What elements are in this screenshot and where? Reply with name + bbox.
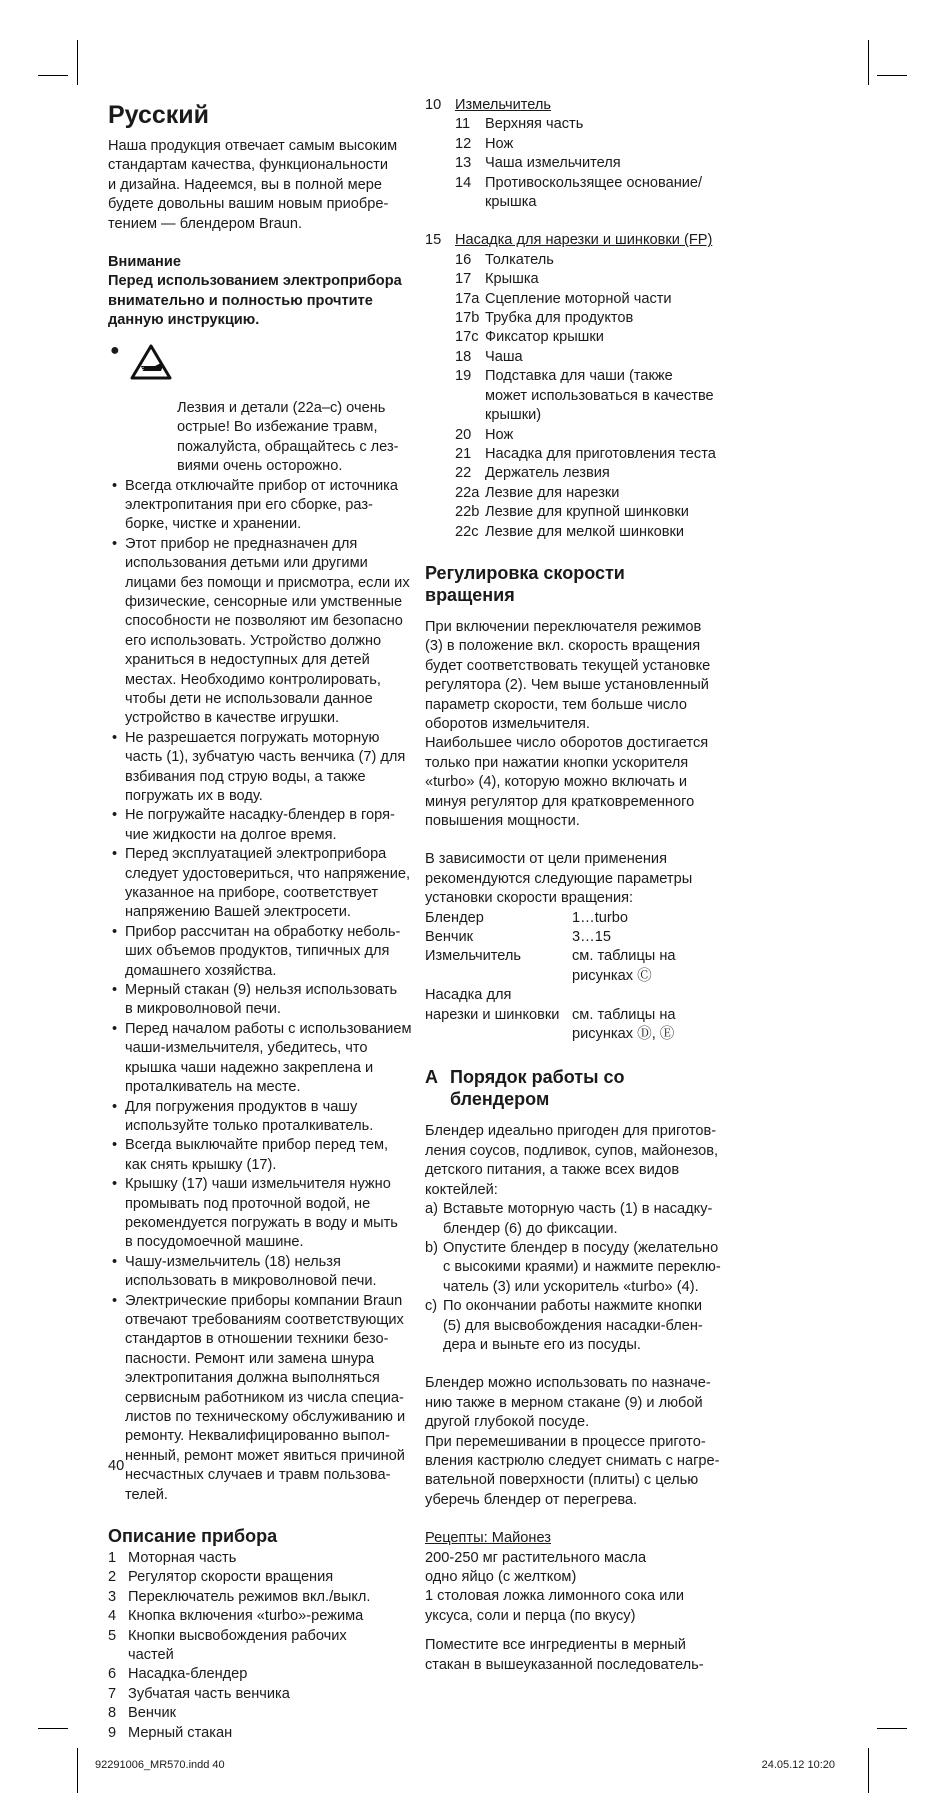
step-letter: b) (425, 1239, 438, 1256)
attention-text: Перед использованием электроприбора внимательно и полностью прочтите данную инструкцию. (108, 273, 402, 329)
step-text: Опустите блендер в посуду (желательно с высокими краями) и нажмите переклю- чатель (3) или ускоритель «turbo» (4). (443, 1239, 721, 1295)
speed-text: При включении переключателя режимов (3) в положение вкл. скорость вращения будет соответствовать текущей установке регулятора (2). Чем выше установленный параметр скорости, тем больше число оборотов измельчителя. Наибольшее число оборотов достигается только при нажатии кнопки ускорителя «turbo» (4), которую можно включать и минуя регулятор для кратковременного повышения мощности. (425, 618, 711, 829)
crop-mark (38, 1728, 68, 1729)
bullet-text: Электрические приборы компании Braun отвечают требованиям соответствующих стандартов в отношении техники безо- пасности. Ремонт или замена шнура электропитания должна выполняться сервисным работником из числа специа- листов по техническому обслуживанию и ремонту. Неквалифицированно выпол- ненный, ремонт может явиться причиной несчастных случаев и травм пользова- телей. (125, 1292, 406, 1503)
item-number: 4 (108, 1608, 117, 1625)
blender-intro: Блендер идеально пригоден для приготов- ления соусов, подливок, супов, майонезов, детского питания, а также всех видов коктейлей: (425, 1123, 719, 1198)
bullet-dot: • (112, 1098, 118, 1115)
bullet-dot: • (112, 1292, 118, 1309)
parts-group-fp: 15 Насадка для нарезки и шинковки (FP) (425, 232, 713, 249)
bullet-text: Чашу-измельчитель (18) нельзя использовать в микроволновой печи. (125, 1253, 377, 1290)
list-item (425, 1239, 845, 1297)
item-label: Лезвие для мелкой шинковки (485, 523, 685, 540)
item-label: Сцепление моторной части (485, 290, 672, 307)
blender-heading: A Порядок работы со блендером (425, 1067, 625, 1110)
list-item (108, 806, 458, 845)
list-item (108, 1020, 458, 1098)
item-number: 19 (455, 368, 472, 385)
item-number: 18 (455, 348, 472, 365)
item-label: Насадка для приготовления теста (485, 445, 716, 462)
item-label: Нож (485, 426, 514, 443)
list-item (108, 1549, 458, 1568)
list-item (425, 1200, 845, 1239)
item-number: 17a (455, 290, 480, 307)
bullet-text: Для погружения продуктов в чашу используйте только проталкиватель. (125, 1098, 374, 1134)
item-label: Держатель лезвия (485, 465, 610, 482)
footer-timestamp: 24.05.12 10:20 (761, 1759, 835, 1771)
bullet-dot: • (112, 846, 118, 863)
item-number: 22c (455, 523, 479, 540)
bullet-dot: • (112, 477, 118, 494)
list-item (108, 1627, 458, 1666)
list-item (108, 1253, 458, 1292)
bullet-dot: • (112, 1176, 118, 1193)
speed-heading: Регулировка скорости вращения (425, 562, 625, 605)
item-number: 22b (455, 504, 480, 521)
item-number: 13 (455, 155, 472, 172)
parts-list (108, 1549, 458, 1743)
item-number: 14 (455, 174, 472, 191)
setting-value: 1…turbo (572, 909, 628, 926)
item-number: 9 (108, 1724, 117, 1741)
step-text: Вставьте моторную часть (1) в насадку- блендер (6) до фиксации. (443, 1201, 713, 1237)
crop-mark (877, 1728, 907, 1729)
list-item (455, 154, 845, 173)
bullet-text: Мерный стакан (9) нельзя использовать в микроволновой печи. (125, 982, 398, 1018)
bullet-text: Всегда отключайте прибор от источника электропитания при его сборке, раз- борке, чистке и хранении. (125, 477, 398, 533)
list-item (108, 1568, 458, 1587)
bullet-text: Перед эксплуатацией электроприбора следует удостовериться, что напряжение, указанное на приборе, соответствует напряжению Вашей электросети. (125, 846, 411, 921)
page-number: 40 (108, 1458, 125, 1474)
bullet-text: Не разрешается погружать моторную часть (1), зубчатую часть венчика (7) для взбивания под струю воды, а также погружать их в воду. (125, 729, 406, 804)
list-item (455, 464, 845, 483)
setting-label: Измельчитель (425, 948, 522, 965)
bullet-dot: • (112, 1137, 118, 1154)
list-item (108, 1607, 458, 1626)
recipe-ingredients: 200-250 мг растительного масла одно яйцо (с желтком) 1 столовая ложка лимонного сока или уксуса, соли и перца (по вкусу) (425, 1549, 685, 1624)
item-label: Крышка (485, 271, 539, 288)
bullet-dot: • (112, 1253, 118, 1270)
recipe-instructions: Поместите все ингредиенты в мерный стакан в вышеуказанной последователь- (425, 1637, 704, 1673)
speed-settings-table (425, 909, 845, 1045)
step-letter: a) (425, 1201, 438, 1218)
crop-mark (38, 75, 68, 76)
bullet-dot: • (112, 807, 118, 824)
bullet-dot: • (112, 535, 118, 552)
crop-mark (868, 1748, 869, 1793)
crop-mark (877, 75, 907, 76)
list-item (108, 1292, 458, 1505)
step-letter: c) (425, 1298, 438, 1315)
item-number: 8 (108, 1705, 117, 1722)
setting-value: см. таблицы на рисунках Ⓓ, Ⓔ (572, 1006, 676, 1043)
list-item (455, 290, 845, 309)
item-label: Противоскользящее основание/ крышка (485, 174, 703, 211)
item-number: 3 (108, 1588, 117, 1605)
item-label: Верхняя часть (485, 116, 584, 133)
bullet-text: Этот прибор не предназначен для использования детьми или другими лицами без помощи и присмотра, если их физические, сенсорные или умственные способности не позволяют им безопасно его использовать. Устройство должно храниться в недоступных для детей местах. Необходимо контролировать, чтобы дети не использовали данное устройство в качестве игрушки. (125, 535, 410, 727)
item-number: 11 (455, 116, 471, 133)
bullet-dot: • (112, 729, 118, 746)
item-label: Трубка для продуктов (485, 310, 634, 327)
item-number: 7 (108, 1685, 117, 1702)
bullet-dot: • (112, 1020, 118, 1037)
item-label: Мерный стакан (128, 1724, 233, 1741)
list-item (108, 477, 458, 535)
chopper-items (455, 115, 845, 212)
list-item (455, 348, 845, 367)
item-number: 6 (108, 1666, 117, 1683)
item-label: Кнопка включения «turbo»-режима (128, 1608, 364, 1625)
speed-text-2: В зависимости от цели применения рекомендуются следующие параметры установки скорости вращения: (425, 851, 693, 907)
item-label: Венчик (128, 1705, 177, 1722)
item-label: Чаша (485, 348, 523, 365)
item-label: Переключатель режимов вкл./выкл. (128, 1588, 371, 1605)
item-number: 12 (455, 135, 472, 152)
list-item (108, 1098, 458, 1137)
item-label: Чаша измельчителя (485, 155, 621, 172)
item-label: Насадка-блендер (128, 1666, 248, 1683)
blender-steps (425, 1200, 845, 1355)
list-item (455, 367, 845, 425)
warning-bullet: ● Лезвия и детали (22a–c) очень острые! Во избежание травм, пожалуйста, обращайтесь с лез- виями очень осторожно. (110, 341, 399, 475)
item-label: Фиксатор крышки (485, 329, 604, 346)
item-number: 21 (455, 445, 472, 462)
list-item (455, 503, 845, 522)
recipe-label: Рецепты: Майонез (425, 1530, 551, 1547)
item-number: 22 (455, 465, 472, 482)
setting-label: Насадка для нарезки и шинковки (425, 987, 560, 1023)
list-item (108, 1136, 458, 1175)
item-label: Зубчатая часть венчика (128, 1685, 290, 1702)
footer-file-info: 92291006_MR570.indd 40 (95, 1759, 225, 1771)
list-item (455, 328, 845, 347)
list-item (455, 135, 845, 154)
crop-mark (77, 1748, 78, 1793)
crop-mark (77, 40, 78, 85)
item-label: Моторная часть (128, 1550, 237, 1567)
blender-text: Блендер можно использовать по назначе- нию также в мерном стакане (9) и любой другой глубокой посуде. При перемешивании в процессе пригото- вления кастрюлю следует снимать с нагре- вательной поверхности (плиты) с целью уберечь блендер от перегрева. (425, 1375, 720, 1508)
parts-group-chopper: 10 Измельчитель (425, 97, 552, 113)
fp-items (455, 251, 845, 542)
item-label: Кнопки высвобождения рабочих частей (128, 1627, 347, 1664)
bullet-text: Крышку (17) чаши измельчителя нужно промывать под проточной водой, не рекомендуется погружать в воду и мыть в посудомоечной машине. (125, 1176, 398, 1251)
list-item (455, 115, 845, 134)
step-text: По окончании работы нажмите кнопки (5) для высвобождения насадки-блен- дера и выньте его из посуды. (443, 1298, 703, 1353)
list-item (108, 1724, 458, 1743)
list-item (455, 251, 845, 270)
item-number: 17b (455, 310, 480, 327)
list-item (108, 923, 458, 981)
list-item (108, 1175, 458, 1253)
left-column (108, 137, 458, 1743)
list-item (108, 1685, 458, 1704)
list-item (108, 1588, 458, 1607)
setting-value: см. таблицы на рисунках Ⓒ (572, 948, 676, 984)
bullet-dot: • (112, 923, 118, 940)
sharp-blade-warning-icon (129, 343, 173, 381)
item-label: Регулятор скорости вращения (128, 1569, 334, 1586)
list-item (108, 729, 458, 807)
page-title: Русский (108, 101, 210, 129)
list-item (108, 535, 458, 729)
list-item (455, 523, 845, 542)
item-label: Лезвие для крупной шинковки (485, 504, 689, 521)
item-number: 5 (108, 1627, 117, 1644)
list-item (455, 445, 845, 464)
bullet-text: Перед началом работы с использованием чаши-измельчителя, убедитесь, что крышка чаши надежно закреплена и проталкиватель на месте. (125, 1020, 412, 1096)
item-number: 17c (455, 329, 479, 346)
item-number: 2 (108, 1569, 117, 1586)
item-label: Нож (485, 135, 514, 152)
list-item (108, 981, 458, 1020)
bullet-dot: • (112, 982, 118, 999)
intro-paragraph: Наша продукция отвечает самым высоким стандартам качества, функциональности и дизайна. Надеемся, вы в полной мере будете довольны вашим новым приобре- тением — блендером Braun. (108, 138, 398, 232)
right-column (425, 96, 845, 1675)
description-heading: Описание прибора (108, 1526, 278, 1547)
list-item (108, 1665, 458, 1684)
item-number: 20 (455, 426, 472, 443)
list-item (455, 270, 845, 289)
list-item (455, 309, 845, 328)
item-number: 17 (455, 271, 472, 288)
item-number: 1 (108, 1550, 117, 1567)
item-label: Толкатель (485, 251, 554, 268)
bullet-text: Не погружайте насадку-блендер в горя- чие жидкости на долгое время. (125, 807, 395, 843)
item-number: 22a (455, 484, 480, 501)
item-label: Подставка для чаши (также может использоваться в качестве крышки) (485, 368, 714, 424)
list-item (108, 1704, 458, 1723)
bullet-text: Прибор рассчитан на обработку неболь- ших объемов продуктов, типичных для домашнего хозяйства. (125, 923, 401, 979)
setting-value: 3…15 (572, 929, 611, 946)
list-item (455, 484, 845, 503)
bullet-text: Всегда выключайте прибор перед тем, как снять крышку (17). (125, 1137, 389, 1173)
attention-title: Внимание (108, 254, 181, 271)
list-item (455, 426, 845, 445)
crop-mark (868, 40, 869, 85)
item-number: 16 (455, 251, 472, 268)
setting-label: Блендер (425, 909, 484, 926)
list-item (425, 1297, 845, 1355)
safety-bullets (108, 477, 458, 1506)
list-item (108, 845, 458, 923)
item-label: Лезвие для нарезки (485, 484, 620, 501)
setting-label: Венчик (425, 929, 474, 946)
list-item (455, 174, 845, 213)
